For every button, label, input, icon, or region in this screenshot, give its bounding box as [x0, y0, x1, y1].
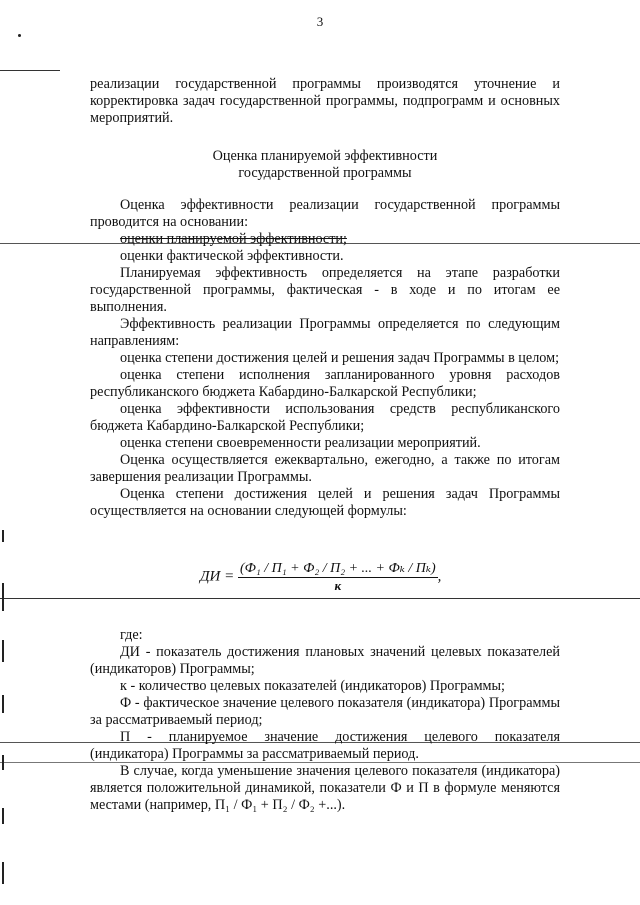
heading-line-1: Оценка планируемой эффективности [212, 148, 438, 164]
direction-2: оценка степени исполнения запланированного уровня расходов республиканского бюджета Кабардино-Балкарской Республики; [90, 367, 560, 400]
body-block [90, 197, 560, 520]
scan-margin-mark [2, 530, 4, 542]
legend-where: где: [120, 627, 143, 643]
section-heading [90, 148, 560, 182]
page-number: 3 [316, 14, 324, 29]
legend-k: к - количество целевых показателей (индикаторов) Программы; [120, 678, 506, 694]
intro-block [90, 76, 560, 127]
formula-denominator: к [334, 578, 342, 593]
paragraph-directions: Эффективность реализации Программы определяется по следующим направлениям: [90, 316, 560, 349]
paragraph-basis: Оценка эффективности реализации государственной программы проводится на основании: [90, 197, 560, 230]
legend-block [90, 627, 560, 814]
direction-3: оценка эффективности использования средств республиканского бюджета Кабардино-Балкарской Республики; [90, 401, 560, 434]
legend-reverse: В случае, когда уменьшение значения целевого показателя (индикатора) является положительной динамикой, показатели Ф и П в формуле меняются местами (например, П₁ / Ф₁ + П₂ / Ф₂ +...). [90, 763, 560, 813]
formula-trail: , [437, 568, 442, 585]
intro-paragraph: реализации государственной программы производятся уточнение и корректировка задач государственной программы, подпрограмм и основных мероприятий. [90, 76, 560, 126]
paragraph-formula-intro: Оценка степени достижения целей и решения задач Программы осуществляется на основании следующей формулы: [90, 486, 560, 519]
scan-margin-mark [2, 755, 4, 770]
formula-fraction [238, 560, 438, 594]
legend-p: П - планируемое значение достижения целевого показателя (индикатора) Программы за рассматриваемый период. [90, 729, 560, 762]
paragraph-stages: Планируемая эффективность определяется на этапе разработки государственной программы, фактическая - в ходе и по итогам ее выполнения. [90, 265, 560, 315]
direction-1: оценка степени достижения целей и решения задач Программы в целом; [120, 350, 560, 366]
paragraph-frequency: Оценка осуществляется ежеквартально, ежегодно, а также по итогам завершения реализации Программы. [90, 452, 560, 485]
scan-margin-mark [2, 695, 4, 713]
legend-di: ДИ - показатель достижения плановых значений целевых показателей (индикаторов) Программы; [90, 644, 560, 677]
direction-4: оценка степени своевременности реализации мероприятий. [120, 435, 481, 451]
list-item-planned: оценки планируемой эффективности; [120, 231, 347, 247]
formula-lhs: ДИ = [200, 568, 235, 585]
formula [200, 560, 441, 594]
scan-line [0, 598, 640, 599]
legend-f: Ф - фактическое значение целевого показателя (индикатора) Программы за рассматриваемый период; [90, 695, 560, 728]
scan-margin-mark [2, 808, 4, 824]
formula-numerator: (Ф₁ / П₁ + Ф₂ / П₂ + ... + Фₖ / Пₖ) [240, 561, 436, 576]
scan-margin-mark [2, 640, 4, 662]
scan-margin-mark [2, 862, 4, 884]
list-item-actual: оценки фактической эффективности. [120, 248, 344, 264]
scan-margin-mark [2, 583, 4, 611]
heading-line-2: государственной программы [238, 165, 412, 181]
scan-line [0, 70, 60, 71]
scan-speck [18, 34, 21, 37]
